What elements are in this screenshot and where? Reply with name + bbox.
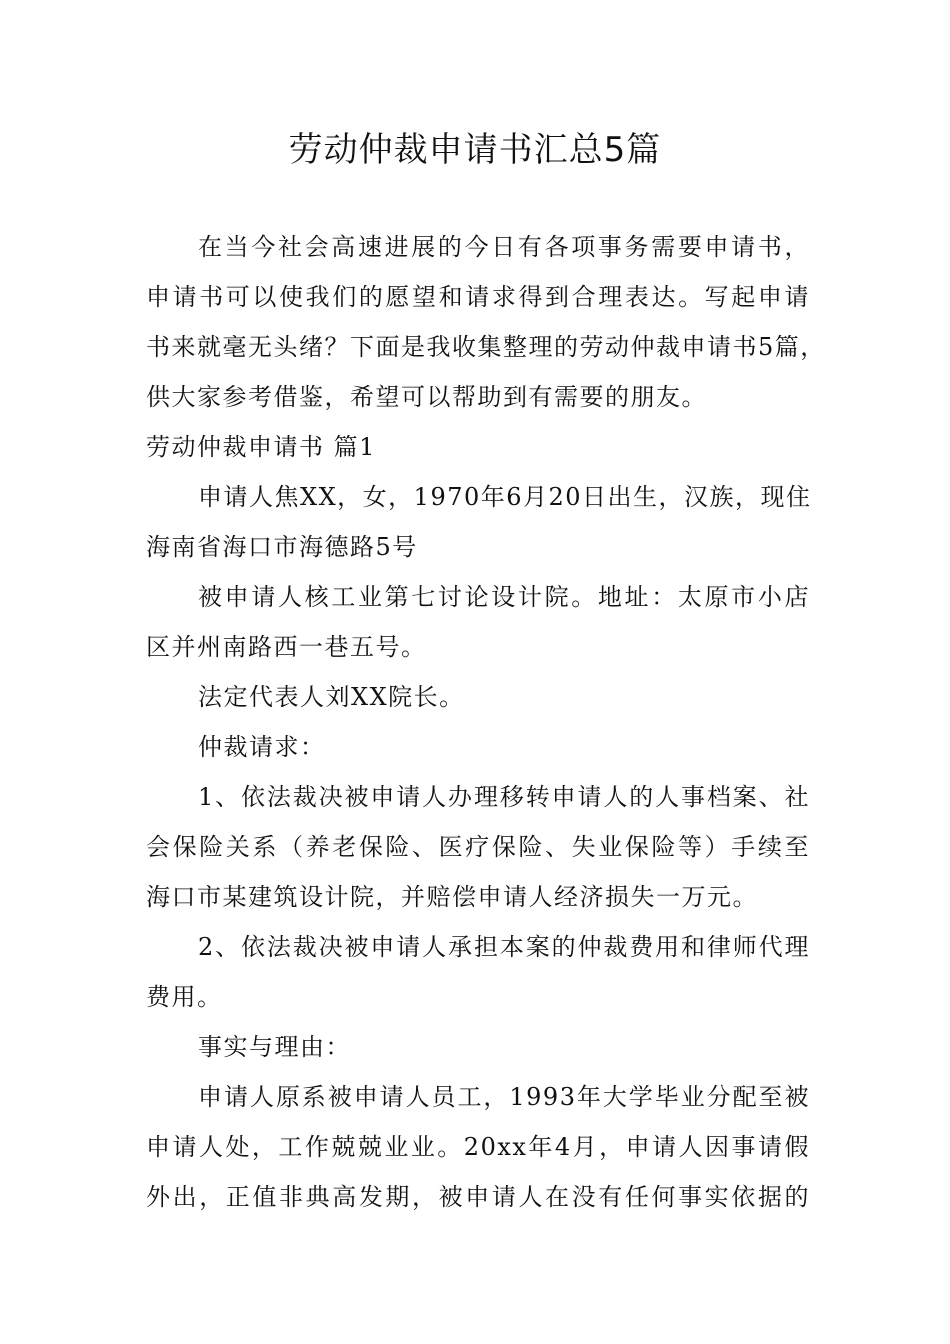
text-line: 申请书可以使我们的愿望和请求得到合理表达。写起申请 <box>146 283 810 311</box>
document-title: 劳动仲裁申请书汇总5篇 <box>288 130 662 170</box>
text-line: 被申请人核工业第七讨论设计院。地址：太原市小店 <box>198 583 810 611</box>
text-line: 申请人原系被申请人员工，1993年大学毕业分配至被 <box>198 1083 810 1111</box>
document-body <box>146 222 826 1222</box>
text-line: 申请人处，工作兢兢业业。20xx年4月，申请人因事请假 <box>146 1133 810 1161</box>
text-line: 事实与理由： <box>198 1033 351 1061</box>
text-line: 仲裁请求： <box>198 733 326 761</box>
text-line: 会保险关系（养老保险、医疗保险、失业保险等）手续至 <box>146 833 810 861</box>
text-line: 2、依法裁决被申请人承担本案的仲裁费用和律师代理 <box>198 933 810 961</box>
text-line: 区并州南路西一巷五号。 <box>146 633 427 661</box>
text-line: 1、依法裁决被申请人办理移转申请人的人事档案、社 <box>198 783 810 811</box>
text-line: 海口市某建筑设计院，并赔偿申请人经济损失一万元。 <box>146 883 758 911</box>
text-line: 在当今社会高速进展的今日有各项事务需要申请书， <box>198 233 810 261</box>
text-line: 供大家参考借鉴，希望可以帮助到有需要的朋友。 <box>146 383 707 411</box>
text-line: 费用。 <box>146 983 223 1011</box>
text-line: 法定代表人刘XX院长。 <box>198 683 465 711</box>
text-line: 申请人焦XX，女，1970年6月20日出生，汉族，现住 <box>198 483 812 511</box>
text-line: 书来就毫无头绪？下面是我收集整理的劳动仲裁申请书5篇， <box>146 333 826 361</box>
text-line: 劳动仲裁申请书 篇1 <box>146 433 376 461</box>
text-line: 外出，正值非典高发期，被申请人在没有任何事实依据的 <box>146 1183 810 1211</box>
text-line: 海南省海口市海德路5号 <box>146 533 418 561</box>
